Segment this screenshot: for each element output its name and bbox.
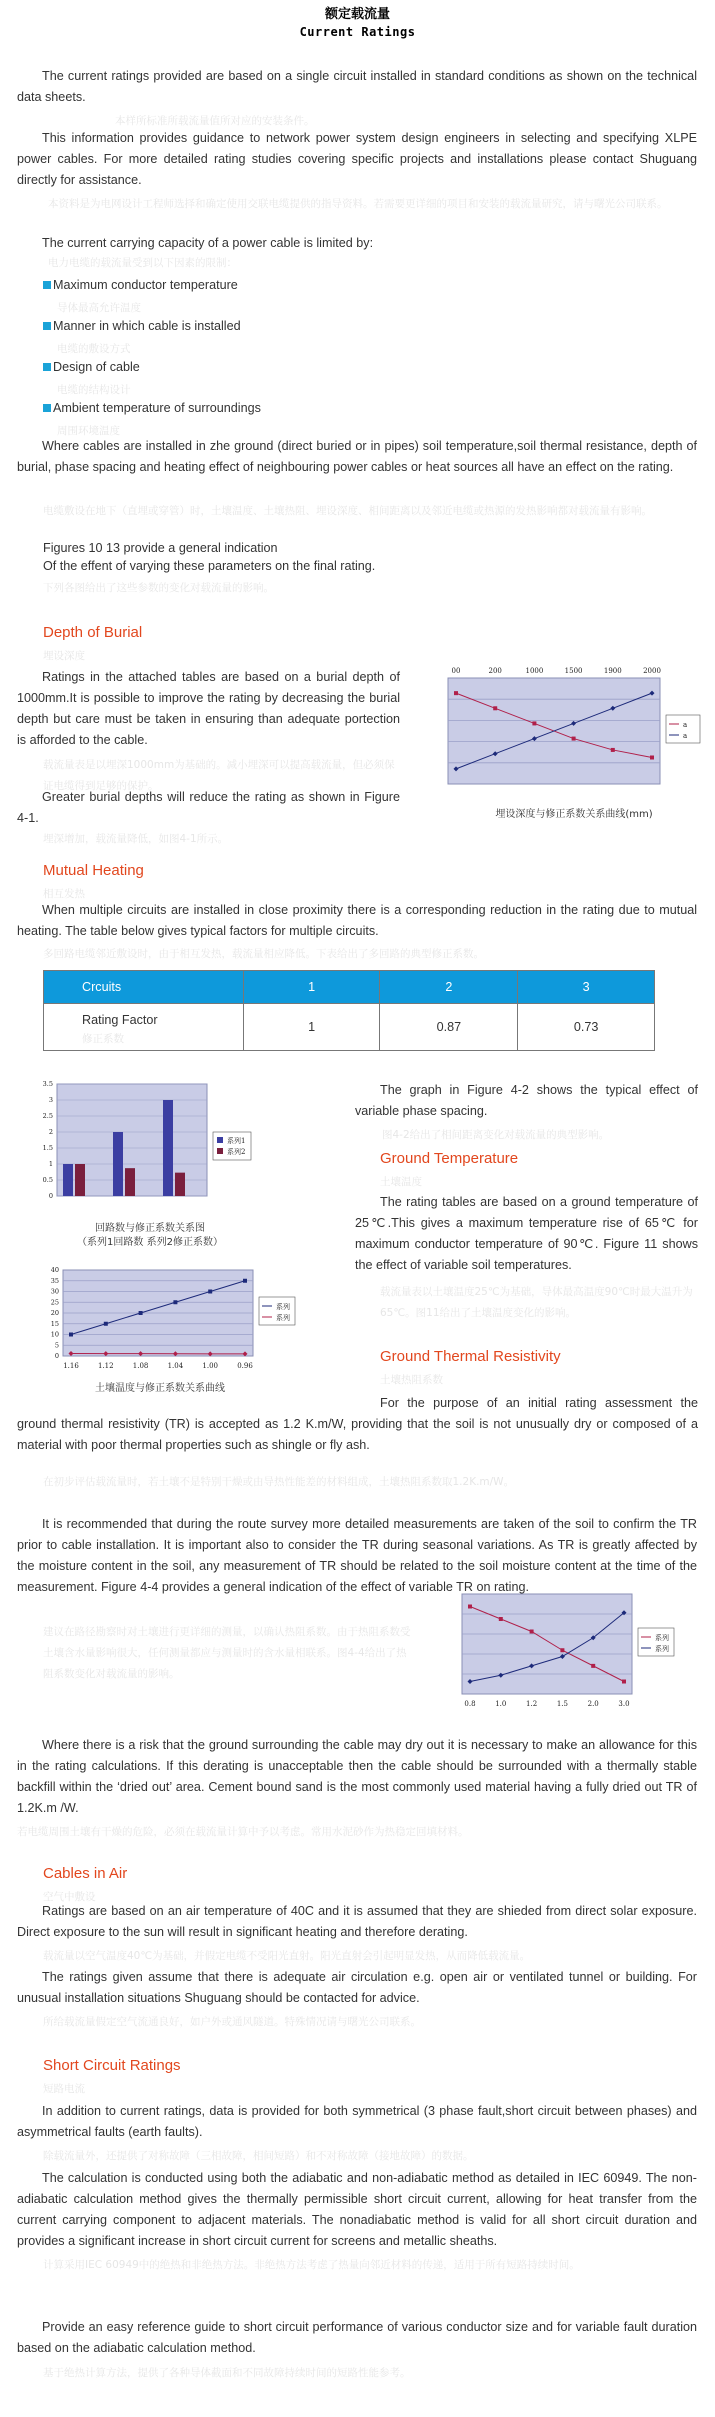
depth-paragraph-2: Greater burial depths will reduce the rating as shown in Figure 4-1. <box>17 790 400 825</box>
table-cell: 0.73 <box>518 1004 655 1051</box>
plot-area <box>462 1594 632 1694</box>
legend-label: 系列 <box>276 1303 290 1311</box>
x-tick-label: 1.0 <box>495 1700 507 1708</box>
ghost-translation: 计算采用IEC 60949中的绝热和非绝热方法。非绝热方法考虑了热量向邻近材料的传递，适用于所有短路持续时间。 <box>43 2259 580 2271</box>
y-tick-label: 3 <box>48 1096 53 1104</box>
ghost-translation: 多回路电缆邻近敷设时，由于相互发热，载流量相应降低。下表给出了多回路的典型修正系数。 <box>43 948 484 960</box>
ghost-translation: 本资料是为电网设计工程师选择和确定使用交联电缆提供的指导资料。若需要更详细的项目和安装的载流量研究，请与曙光公司联系。 <box>48 198 668 210</box>
short-paragraph-3: Provide an easy reference guide to short circuit performance of various conductor size and for variable fault duration based on the adiabatic calculation method. <box>17 2320 697 2355</box>
x-tick-label: 0.96 <box>237 1362 253 1370</box>
y-tick-label: 3.5 <box>42 1080 53 1088</box>
bar-chart-caption-2: （系列1回路数 系列2修正系数） <box>77 1237 223 1248</box>
intro-paragraph-3: The current carrying capacity of a power cable is limited by: <box>42 236 374 250</box>
y-tick-label: 30 <box>50 1287 59 1296</box>
data-point <box>499 1617 503 1621</box>
ghost-translation: 电缆的敷设方式 <box>57 343 131 355</box>
y-tick-label: 0.5 <box>42 1176 53 1184</box>
thermal-paragraph-2 <box>17 1514 697 1598</box>
ghost-translation: 电缆敷设在地下（直埋或穿管）时，土壤温度、土壤热阻、埋设深度、相间距离以及邻近电缆或热源的发热影响都对载流量有影响。 <box>43 505 652 517</box>
data-point <box>173 1300 177 1304</box>
section-heading-short: Short Circuit Ratings <box>43 2057 181 2074</box>
section-heading-thermal: Ground Thermal Resistivity <box>380 1348 561 1365</box>
bar <box>63 1164 73 1196</box>
data-point <box>530 1630 534 1634</box>
bullet-label: Maximum conductor temperature <box>53 278 238 292</box>
page-title-cn: 额定载流量 <box>324 7 390 22</box>
legend-label: 系列 <box>655 1634 669 1642</box>
y-tick-label: 1.5 <box>42 1144 53 1152</box>
intro-paragraph-1: The current ratings provided are based on a single circuit installed in standard conditions as shown on the technical data sheets. <box>17 69 697 104</box>
ghost-translation: 导体最高允许温度 <box>57 302 141 314</box>
y-tick-label: 35 <box>50 1276 59 1285</box>
y-tick-label: 2.5 <box>42 1112 53 1120</box>
bar <box>125 1168 135 1196</box>
data-point <box>104 1322 108 1326</box>
x-tick-label: 1900 <box>603 667 622 675</box>
legend-label: a <box>683 732 688 740</box>
ghost-translation: 载流量表是以埋深1000mm为基础的。减小埋深可以提高载流量，但必须保证电缆得到足够的保护。 <box>43 759 395 792</box>
ghost-translation: 图4-2给出了相间距离变化对载流量的典型影响。 <box>382 1129 610 1141</box>
y-tick-label: 0 <box>54 1352 59 1360</box>
thermal-paragraph-1 <box>17 1393 698 1456</box>
y-tick-label: 5 <box>54 1341 59 1350</box>
ghost-translation: 载流量以空气温度40℃为基础，并假定电缆不受阳光直射。阳光直射会引起明显发热，从而降低载流量。 <box>43 1950 531 1962</box>
ghost-translation: 短路电流 <box>43 2083 85 2095</box>
ghost-translation: 埋深增加，载流量降低，如图4-1所示。 <box>43 833 229 845</box>
ghost-translation: 本样所标准所载流量值所对应的安装条件。 <box>115 115 315 127</box>
depth-chart-caption: 埋设深度与修正系数关系曲线(mm) <box>495 809 653 820</box>
depth-chart <box>434 660 706 790</box>
x-tick-label: 1.04 <box>167 1362 184 1370</box>
ghost-translation: 所给载流量假定空气流通良好，如户外或通风隧道。特殊情况请与曙光公司联系。 <box>43 2016 421 2028</box>
figures-note-2: Of the effent of varying these parameters on the final rating. <box>43 559 376 573</box>
legend-swatch <box>217 1148 223 1154</box>
data-point <box>591 1664 595 1668</box>
short-paragraph-1: In addition to current ratings, data is provided for both symmetrical (3 phase fault,short circuit between phases) and asymmetrical faults (earth faults). <box>17 2104 697 2139</box>
bullet-item <box>43 316 241 337</box>
data-point <box>208 1290 212 1294</box>
data-point <box>611 748 615 752</box>
ghost-translation: 修正系数 <box>82 1033 124 1045</box>
section-heading-ground-temp: Ground Temperature <box>380 1150 519 1167</box>
intro-paragraph-2: This information provides guidance to network power system design engineers in selecting and specifying XLPE power cables. For more detailed rating studies covering specific projects and installations please contact Shuguang directly for assistance. <box>17 131 697 187</box>
legend-label: 系列1 <box>227 1137 246 1145</box>
data-point <box>493 706 497 710</box>
bar <box>113 1132 123 1196</box>
ghost-translation: 基于绝热计算方法，提供了各种导体截面和不同故障持续时间的短路性能参考。 <box>43 2367 411 2379</box>
legend-label: 系列2 <box>227 1148 246 1156</box>
table-cell: 1 <box>243 1004 380 1051</box>
bullet-label: Manner in which cable is installed <box>53 319 241 333</box>
ghost-translation: 空气中敷设 <box>43 1891 96 1903</box>
ghost-translation: 相互发热 <box>43 888 85 900</box>
circuits-bar-chart <box>35 1078 267 1214</box>
y-tick-label: 10 <box>50 1330 59 1339</box>
short-paragraph-2: The calculation is conducted using both the adiabatic and non-adiabatic method as detailed in IEC 60949. The non-adiabatic calculation method gives the thermally permissible short circuit current, allowing for heat transfer from the current carrying component to adjacent materials. The nonadiabatic method is valid for all short circuit duration and provides a significant increase in short circuit current for screens and metallic sheaths. <box>17 2171 697 2248</box>
bullet-square-icon <box>43 363 51 371</box>
legend-label: a <box>683 721 688 729</box>
ghost-translation: 周围环境温度 <box>57 425 120 437</box>
x-tick-label: 1.08 <box>132 1362 149 1370</box>
bullet-square-icon <box>43 404 51 412</box>
y-tick-label: 40 <box>50 1266 59 1274</box>
data-point <box>454 691 458 695</box>
bullet-label: Ambient temperature of surroundings <box>53 401 261 415</box>
air-paragraph-2: The ratings given assume that there is adequate air circulation e.g. open air or ventilated tunnel or building. For unusual installation situations Shuguang should be contacted for advice. <box>17 1970 697 2005</box>
data-point <box>243 1279 247 1283</box>
y-tick-label: 0 <box>48 1192 53 1200</box>
ghost-translation: 电力电缆的载流量受到以下因素的限制： <box>48 257 237 269</box>
section-heading-air: Cables in Air <box>43 1865 128 1882</box>
figures-note-1: Figures 10 13 provide a general indication <box>43 541 278 555</box>
bullet-square-icon <box>43 281 51 289</box>
table-header-cell: 3 <box>518 971 655 1004</box>
legend-label: 系列 <box>655 1645 669 1653</box>
x-tick-label: 3.0 <box>618 1700 630 1708</box>
data-point <box>532 721 536 725</box>
ghost-translation: 埋设深度 <box>43 650 85 662</box>
depth-paragraph-1: Ratings in the attached tables are based on a burial depth of 1000mm.It is possible to improve the rating by decreasing the burial depth but care must be taken in ensuring than adequate portection is afforded to the cable. <box>17 670 400 747</box>
x-tick-label: 1000 <box>525 667 544 675</box>
ghost-translation: 载流量表以土壤温度25℃为基础，导体最高温度90℃时最大温升为65℃。图11给出了土壤温度变化的影响。 <box>380 1286 693 1319</box>
legend-label: 系列 <box>276 1314 290 1322</box>
y-tick-label: 1 <box>48 1160 53 1168</box>
page-title-en: Current Ratings <box>299 25 416 39</box>
data-point <box>468 1605 472 1609</box>
x-tick-label: 1500 <box>564 667 583 675</box>
thermal-paragraph-1-text: For the purpose of an initial rating assessment the ground thermal resistivity (TR) is accepted as 1.2 K.m/W, providing that the soil is not unusually dry or composed of a material with poor thermal properties such as shingle or fly ash. <box>17 1396 698 1452</box>
soil-temp-chart-caption: 土壤温度与修正系数关系曲线 <box>95 1383 225 1394</box>
ghost-translation: 在初步评估载流量时，若土壤不是特别干燥或由导热性能差的材料组成，土壤热阻系数取1.2K.m/W。 <box>43 1476 515 1488</box>
air-paragraph-1: Ratings are based on an air temperature of 40C and it is assumed that they are shieded from direct solar exposure. Direct exposure to the sun will result in significant heating and therefore derating. <box>17 1904 697 1939</box>
y-tick-label: 15 <box>50 1319 59 1328</box>
legend-swatch <box>217 1137 223 1143</box>
x-tick-label: 00 <box>451 667 461 675</box>
ground-temp-paragraph: The rating tables are based on a ground temperature of 25℃.This gives a maximum temperature rise of 65℃ for maximum conductor temperature of 90℃. Figure 11 shows the effect of variable soil temperatures. <box>355 1195 698 1272</box>
phase-spacing-paragraph: The graph in Figure 4-2 shows the typical effect of variable phase spacing. <box>355 1083 698 1118</box>
ghost-translation: 下列各图给出了这些参数的变化对载流量的影响。 <box>43 582 274 594</box>
ghost-translation: 土壤温度 <box>380 1176 422 1188</box>
bullet-item <box>43 398 261 419</box>
bar <box>163 1100 173 1196</box>
table-header-cell: 2 <box>380 971 518 1004</box>
y-tick-label: 25 <box>50 1298 59 1307</box>
x-tick-label: 1.5 <box>556 1700 568 1708</box>
thermal-paragraph-3: Where there is a risk that the ground surrounding the cable may dry out it is necessary to make an allowance for this in the rating calculations. If this derating is unacceptable then the cable should be surrounded with a thermally stable backfill within the ‘dried out’ area. Cement bound sand is the most commonly used material having a fully dried out TR of 1.2K.m /W. <box>17 1738 697 1815</box>
ghost-translation: 建议在路径勘察时对土壤进行更详细的测量，以确认热阻系数。由于热阻系数受土壤含水量影响很大，任何测量都应与测量时的含水量相联系。图4-4给出了热阻系数变化对载流量的影响。 <box>43 1626 411 1680</box>
data-point <box>139 1311 143 1315</box>
where-paragraph: Where cables are installed in zhe ground (direct buried or in pipes) soil temperature,soil thermal resistance, depth of burial, phase spacing and heating effect of neighbouring power cables or heat sources all have an effect on the rating. <box>17 439 697 474</box>
section-heading-mutual: Mutual Heating <box>43 862 144 879</box>
thermal-resistivity-chart <box>440 1590 705 1715</box>
ghost-translation: 电缆的结构设计 <box>57 384 131 396</box>
ghost-translation: 土壤热阻系数 <box>380 1374 443 1386</box>
bar <box>75 1164 85 1196</box>
bar-chart-caption-1: 回路数与修正系数关系图 <box>95 1223 205 1234</box>
data-point <box>622 1680 626 1684</box>
bullet-square-icon <box>43 322 51 330</box>
x-tick-label: 1.16 <box>63 1362 79 1370</box>
data-point <box>69 1333 73 1337</box>
x-tick-label: 0.8 <box>464 1700 476 1708</box>
bar <box>175 1173 185 1196</box>
x-tick-label: 1.12 <box>98 1362 114 1370</box>
table-header-cell: Crcuits <box>44 971 244 1004</box>
x-tick-label: 1.00 <box>202 1362 218 1370</box>
bullet-item <box>43 275 238 296</box>
table-cell: 0.87 <box>380 1004 518 1051</box>
x-tick-label: 1.2 <box>526 1700 538 1708</box>
thermal-paragraph-2-text: It is recommended that during the route survey more detailed measurements are taken of the soil to confirm the TR prior to cable installation. It is important also to consider the TR during seasonal variations. As TR is greatly affected by the moisture content in the soil, any measurement of TR should be related to the soil moisture content at the time of the measurement. Figure 4-4 provides a general indication of the effect of variable TR on rating. <box>17 1517 697 1594</box>
x-tick-label: 200 <box>488 667 502 675</box>
y-tick-label: 2 <box>48 1128 53 1136</box>
bullet-label: Design of cable <box>53 360 140 374</box>
ghost-translation: 除载流量外，还提供了对称故障（三相故障，相间短路）和不对称故障（接地故障）的数据。 <box>43 2150 474 2162</box>
section-heading-depth: Depth of Burial <box>43 624 143 641</box>
ghost-translation: 若电缆周围土壤有干燥的危险，必须在载流量计算中予以考虑。常用水泥砂作为热稳定回填材料。 <box>17 1826 469 1838</box>
row-label-text: Rating Factor <box>82 1013 158 1027</box>
y-tick-label: 20 <box>50 1309 59 1317</box>
data-point <box>560 1648 564 1652</box>
rating-factor-table <box>43 970 655 1051</box>
soil-temp-chart <box>35 1266 300 1374</box>
x-tick-label: 2.0 <box>587 1700 599 1708</box>
data-point <box>572 737 576 741</box>
x-tick-label: 2000 <box>643 667 661 675</box>
table-header-cell: 1 <box>243 971 380 1004</box>
mutual-paragraph: When multiple circuits are installed in close proximity there is a corresponding reduction in the rating due to mutual heating. The table below gives typical factors for multiple circuits. <box>17 903 697 938</box>
table-row-label <box>44 1004 244 1051</box>
data-point <box>650 756 654 760</box>
bullet-item <box>43 357 140 378</box>
